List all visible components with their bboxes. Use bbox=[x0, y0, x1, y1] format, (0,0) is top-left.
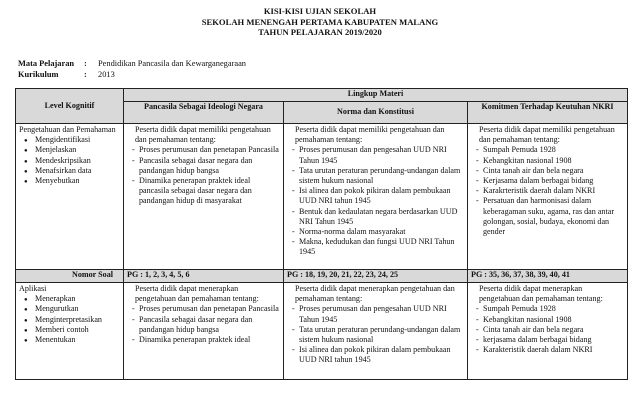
list-item: - Proses perumusan dan pengesahan UUD NRI Tahun 1945 bbox=[299, 304, 464, 324]
level-cell bbox=[16, 124, 124, 270]
level-item: ● Menjelaskan bbox=[35, 145, 120, 155]
list-item: - Cinta tanah air dan bela negara bbox=[483, 325, 624, 335]
list-item: - Isi alinea dan pokok pikiran dalam pembukaan UUD NRI tahun 1945 bbox=[299, 345, 464, 365]
nomor-soal-pg1: PG : 1, 2, 3, 4, 5, 6 bbox=[124, 270, 284, 283]
list-item: - Persatuan dan harmonisasi dalam keberagaman suku, agama, ras dan antar golongan, sosial, budaya, ekonomi dan gender bbox=[483, 196, 624, 237]
meta-subject-row bbox=[18, 58, 246, 69]
meta-curriculum-value: 2013 bbox=[98, 70, 115, 79]
list-item: - Cinta tanah air dan bela negara bbox=[483, 166, 624, 176]
intro-text: Peserta didik dapat menerapkan pengetahuan dan pemahaman tentang: bbox=[135, 284, 259, 304]
col-level-header: Level Kognitif bbox=[16, 89, 124, 124]
content-cell-3 bbox=[468, 283, 628, 380]
list-item: - Karakrteristik daerah dalam NKRI bbox=[483, 186, 624, 196]
content-list bbox=[127, 145, 280, 206]
level-item: ● Menginterpretasikan bbox=[35, 315, 120, 325]
level-item: ● Memberi contoh bbox=[35, 325, 120, 335]
content-cell-1 bbox=[124, 283, 284, 380]
list-item: - Proses perumusan dan penetapan Pancasila bbox=[139, 304, 280, 314]
list-item: - Tata urutan peraturan perundang-undangan dalam sistem hukum nasional bbox=[299, 325, 464, 345]
level-list bbox=[19, 294, 120, 345]
list-item: - Norma-norma dalam masyarakat bbox=[299, 227, 464, 237]
intro-text: Peserta didik dapat menerapkan pengetahuan dan pemahaman tentang: bbox=[295, 284, 455, 304]
content-list bbox=[287, 145, 464, 257]
list-item: - Karakteristik daerah dalam NKRI bbox=[483, 345, 624, 355]
level-item: ● Mendeskripsikan bbox=[35, 156, 120, 166]
content-list bbox=[127, 304, 280, 345]
list-item: - Pancasila sebagai dasar negara dan pandangan hidup bangsa bbox=[139, 156, 280, 176]
header-school: SEKOLAH MENENGAH PERTAMA KABUPATEN MALANG bbox=[201, 16, 439, 27]
level-item: ● Mengidentifikasi bbox=[35, 135, 120, 145]
col1-header: Pancasila Sebagai Ideologi Negara bbox=[124, 102, 284, 124]
grid-table bbox=[15, 88, 628, 380]
level-item: ● Mengurutkan bbox=[35, 304, 120, 314]
nomor-soal-pg3: PG : 35, 36, 37, 38, 39, 40, 41 bbox=[468, 270, 628, 283]
content-cell-2 bbox=[284, 283, 468, 380]
content-list bbox=[287, 304, 464, 365]
list-item: - Dinamika penerapan praktek ideal pancasila sebagai dasar negara dan pandangan hidup di masyarakat bbox=[139, 176, 280, 207]
table-head-row-1 bbox=[16, 89, 628, 102]
content-list bbox=[471, 304, 624, 355]
list-item: - Proses perumusan dan pengesahan UUD NRI Tahun 1945 bbox=[299, 145, 464, 165]
content-cell-3 bbox=[468, 124, 628, 270]
list-item: - Bentuk dan kedaulatan negara berdasarkan UUD NRI Tahun 1945 bbox=[299, 207, 464, 227]
level-item: ● Menafsirkan data bbox=[35, 166, 120, 176]
meta-subject-value: Pendidikan Pancasila dan Kewarganegaraan bbox=[98, 59, 246, 68]
document-meta bbox=[18, 58, 246, 80]
level-cell bbox=[16, 283, 124, 380]
col2-header: Norma dan Konstitusi bbox=[284, 102, 468, 124]
document-header bbox=[0, 6, 640, 38]
table-row bbox=[16, 124, 628, 270]
level-item: ● Menentukan bbox=[35, 335, 120, 345]
intro-text: Peserta didik dapat memiliki pengetahuan dan pemahaman tentang: bbox=[135, 125, 271, 145]
meta-curriculum-label: Kurikulum bbox=[18, 70, 59, 79]
meta-colon: : bbox=[84, 59, 87, 68]
list-item: - Tata urutan peraturan perundang-undangan dalam sistem hukum nasional bbox=[299, 166, 464, 186]
content-cell-2 bbox=[284, 124, 468, 270]
intro-text: Peserta didik dapat memiliki pengetahuan dan pemahaman tentang: bbox=[295, 125, 445, 145]
list-item: - Kerjasama dalam berbagai bidang bbox=[483, 176, 624, 186]
intro-text: Peserta didik dapat menerapkan pengetahuan dan pemahaman tentang: bbox=[479, 284, 603, 304]
header-title: KISI-KISI UJIAN SEKOLAH bbox=[263, 6, 377, 16]
level-title: Aplikasi bbox=[19, 284, 47, 293]
intro-text: Peserta didik dapat memiliki pengetahuan dan pemahaman tentang: bbox=[479, 125, 615, 145]
meta-subject-label: Mata Pelajaran bbox=[18, 59, 75, 68]
list-item: - kerjasama dalam berbagai bidang bbox=[483, 335, 624, 345]
col-scope-header: Lingkup Materi bbox=[124, 89, 628, 102]
level-item: ● Menyebutkan bbox=[35, 176, 120, 186]
list-item: - Sumpah Pemuda 1928 bbox=[483, 304, 624, 314]
list-item: - Kebangkitan nasional 1908 bbox=[483, 156, 624, 166]
list-item: - Makna, kedudukan dan fungsi UUD NRI Tahun 1945 bbox=[299, 237, 464, 257]
meta-colon: : bbox=[84, 70, 87, 79]
table-row bbox=[16, 283, 628, 380]
level-list bbox=[19, 135, 120, 186]
list-item: - Proses perumusan dan penetapan Pancasila bbox=[139, 145, 280, 155]
content-list bbox=[471, 145, 624, 237]
level-item: ● Menerapkan bbox=[35, 294, 120, 304]
list-item: - Dinamika penerapan praktek ideal bbox=[139, 335, 280, 345]
nomor-soal-row bbox=[16, 270, 628, 283]
list-item: - Isi alinea dan pokok pikiran dalam pembukaan UUD NRI tahun 1945 bbox=[299, 186, 464, 206]
level-title: Pengetahuan dan Pemahaman bbox=[19, 125, 116, 134]
nomor-soal-label: Nomor Soal bbox=[16, 270, 124, 283]
content-cell-1 bbox=[124, 124, 284, 270]
header-year: TAHUN PELAJARAN 2019/2020 bbox=[258, 27, 382, 38]
list-item: - Kebangkitan nasional 1908 bbox=[483, 315, 624, 325]
list-item: - Sumpah Pemuda 1928 bbox=[483, 145, 624, 155]
col3-header: Komitmen Terhadap Keutuhan NKRI bbox=[468, 102, 628, 124]
meta-curriculum-row bbox=[18, 69, 246, 80]
nomor-soal-pg2: PG : 18, 19, 20, 21, 22, 23, 24, 25 bbox=[284, 270, 468, 283]
list-item: - Pancasila sebagai dasar negara dan pandangan hidup bangsa bbox=[139, 315, 280, 335]
